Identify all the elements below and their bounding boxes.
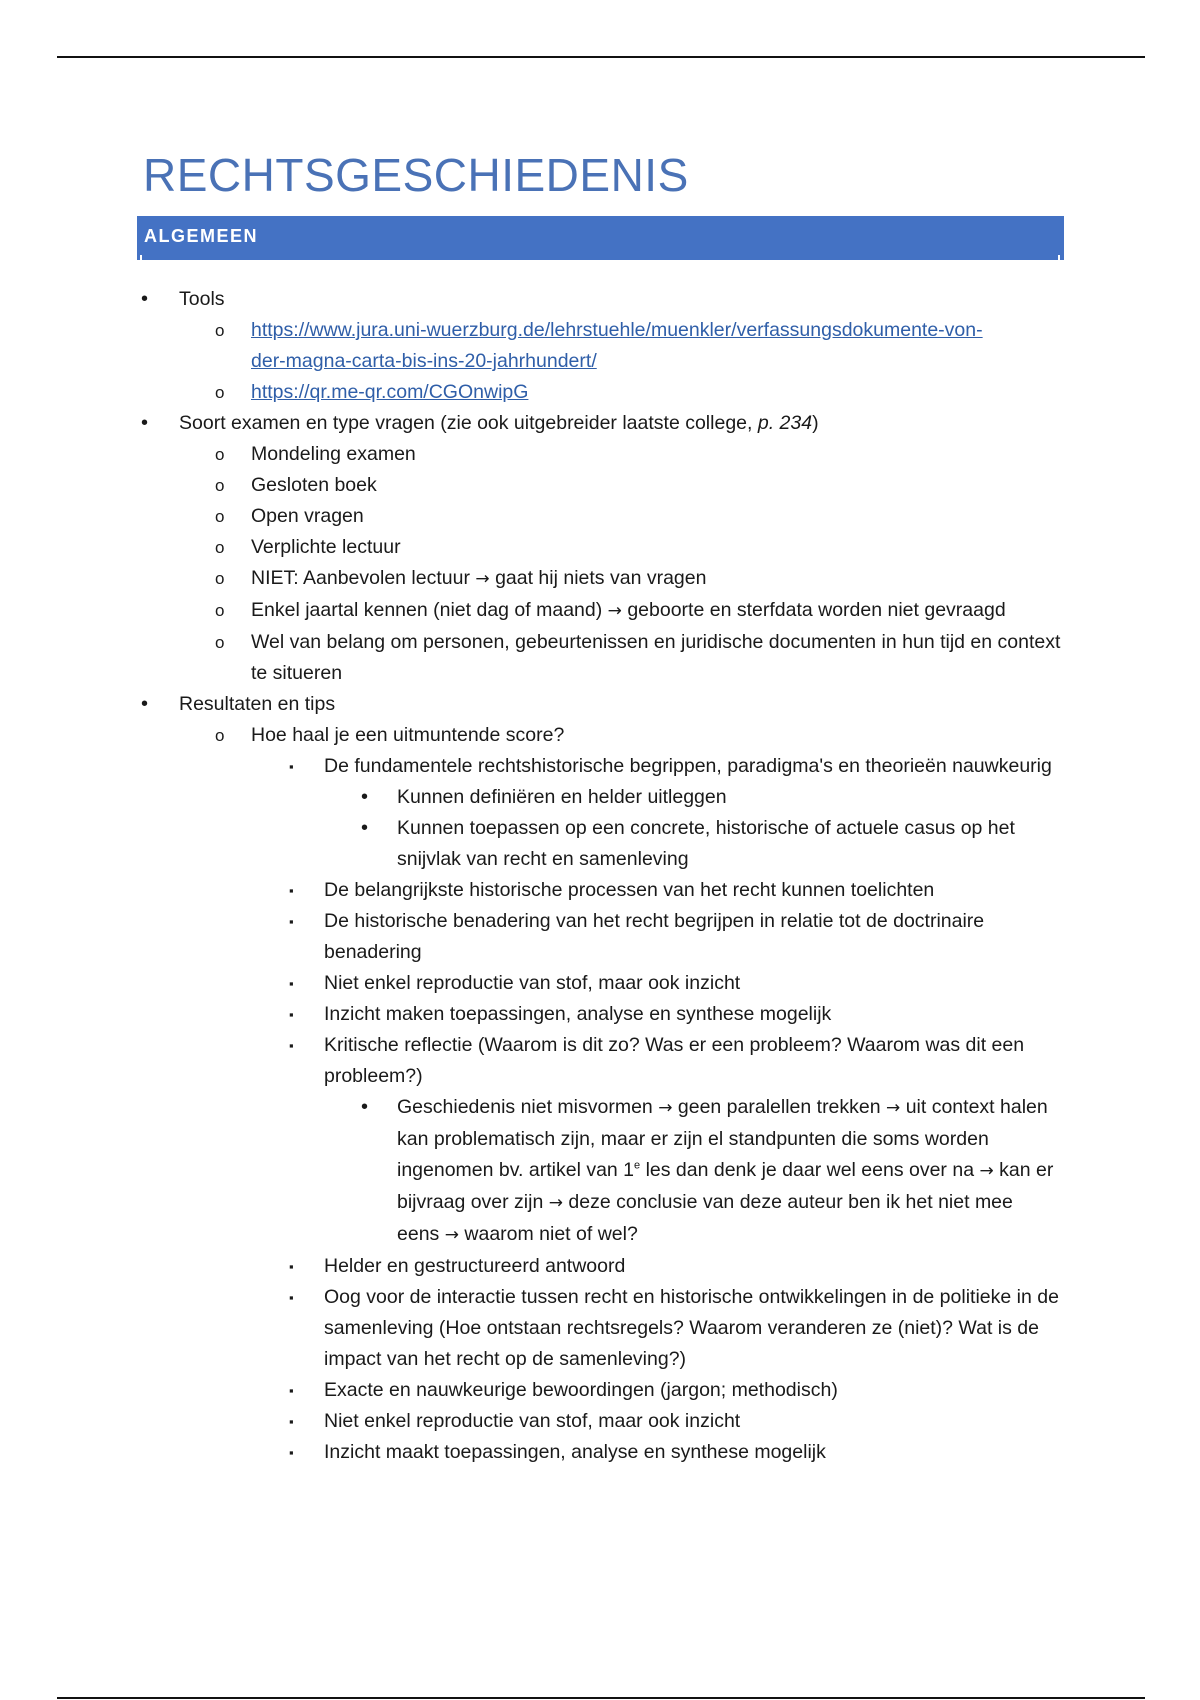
disc-bullet-icon: • <box>361 786 369 808</box>
section-heading-label: ALGEMEEN <box>144 226 259 246</box>
list-item: • Kunnen toepassen op een concrete, historische of actuele casus op het snijvlak van recht en samenleving <box>0 813 1200 875</box>
list-item: ▪ Kritische reflectie (Waarom is dit zo? Was er een probleem? Waarom was dit een probleem?) <box>0 1030 1200 1092</box>
circle-bullet-icon: o <box>215 321 225 340</box>
arrow-right-icon: → <box>658 1098 673 1118</box>
page-reference: p. 234 <box>757 412 813 434</box>
list-item: ▪ De historische benadering van het recht begrijpen in relatie tot de doctrinaire benadering <box>0 906 1200 968</box>
list-item: • Kunnen definiëren en helder uitleggen <box>0 782 1200 813</box>
list-item: ▪ Helder en gestructureerd antwoord <box>0 1251 1200 1282</box>
list-item: ▪ De belangrijkste historische processen van het recht kunnen toelichten <box>0 875 1200 906</box>
list-item: o Enkel jaartal kennen (niet dag of maand) → geboorte en sterfdata worden niet gevraagd <box>0 595 1200 627</box>
list-item: ▪ De fundamentele rechtshistorische begrippen, paradigma's en theorieën nauwkeurig <box>0 751 1200 782</box>
square-bullet-icon: ▪ <box>289 976 294 991</box>
qr-link[interactable]: https://qr.me-qr.com/CGOnwipG <box>251 381 529 403</box>
circle-bullet-icon: o <box>215 569 225 588</box>
square-bullet-icon: ▪ <box>289 1038 294 1053</box>
list-item-tools: • Tools <box>0 284 1200 315</box>
arrow-right-icon: → <box>444 1225 459 1245</box>
list-item-resultaten: • Resultaten en tips <box>0 689 1200 720</box>
square-bullet-icon: ▪ <box>289 1007 294 1022</box>
square-bullet-icon: ▪ <box>289 1259 294 1274</box>
list-item: o NIET: Aanbevolen lectuur → gaat hij niets van vragen <box>0 563 1200 595</box>
list-item: o Gesloten boek <box>0 470 1200 501</box>
list-item: o Verplichte lectuur <box>0 532 1200 563</box>
square-bullet-icon: ▪ <box>289 914 294 929</box>
arrow-right-icon: → <box>886 1098 901 1118</box>
square-bullet-icon: ▪ <box>289 883 294 898</box>
disc-bullet-icon: • <box>361 817 369 839</box>
circle-bullet-icon: o <box>215 445 225 464</box>
document-title: RECHTSGESCHIEDENIS <box>143 149 689 201</box>
document-body <box>0 284 1200 1468</box>
disc-bullet-icon: • <box>141 412 149 434</box>
circle-bullet-icon: o <box>215 601 225 620</box>
list-item: ▪ Inzicht maakt toepassingen, analyse en synthese mogelijk <box>0 1437 1200 1468</box>
list-item: ▪ Inzicht maken toepassingen, analyse en synthese mogelijk <box>0 999 1200 1030</box>
circle-bullet-icon: o <box>215 476 225 495</box>
list-item-link-qr <box>0 377 1200 408</box>
list-item-soort-examen: • Soort examen en type vragen (zie ook uitgebreider laatste college, p. 234) <box>0 408 1200 439</box>
section-heading-algemeen <box>137 216 1064 260</box>
section-bar-tick-left <box>140 255 142 260</box>
arrow-right-icon: → <box>548 1193 563 1213</box>
square-bullet-icon: ▪ <box>289 1383 294 1398</box>
arrow-right-icon: → <box>475 569 490 589</box>
disc-bullet-icon: • <box>141 693 149 715</box>
bottom-rule <box>57 1697 1145 1699</box>
list-item: ▪ Oog voor de interactie tussen recht en historische ontwikkelingen in de politieke in de samenleving (Hoe ontstaan rechtsregels? Waarom veranderen ze (niet)? Wat is de impact van het recht op de samenleving?) <box>0 1282 1200 1375</box>
square-bullet-icon: ▪ <box>289 1290 294 1305</box>
section-bar-tick-right <box>1058 255 1060 260</box>
list-item: ▪ Niet enkel reproductie van stof, maar ook inzicht <box>0 1406 1200 1437</box>
circle-bullet-icon: o <box>215 538 225 557</box>
list-item: o Hoe haal je een uitmuntende score? <box>0 720 1200 751</box>
circle-bullet-icon: o <box>215 633 225 652</box>
square-bullet-icon: ▪ <box>289 759 294 774</box>
list-item: o Wel van belang om personen, gebeurtenissen en juridische documenten in hun tijd en context te situeren <box>0 627 1200 689</box>
list-item: ▪ Exacte en nauwkeurige bewoordingen (jargon; methodisch) <box>0 1375 1200 1406</box>
list-item: o Open vragen <box>0 501 1200 532</box>
circle-bullet-icon: o <box>215 383 225 402</box>
arrow-right-icon: → <box>607 601 622 621</box>
square-bullet-icon: ▪ <box>289 1414 294 1429</box>
circle-bullet-icon: o <box>215 507 225 526</box>
top-rule <box>57 56 1145 58</box>
list-item-link-jura <box>0 315 1200 377</box>
arrow-right-icon: → <box>979 1161 994 1181</box>
disc-bullet-icon: • <box>141 288 149 310</box>
disc-bullet-icon: • <box>361 1096 369 1118</box>
list-item: o Mondeling examen <box>0 439 1200 470</box>
square-bullet-icon: ▪ <box>289 1445 294 1460</box>
list-item: • Geschiedenis niet misvormen → geen paralellen trekken → uit context halen kan problematisch zijn, maar er zijn el standpunten die soms worden ingenomen bv. artikel van 1e les dan denk je daar wel eens over na → kan er bijvraag over zijn → deze conclusie van deze auteur ben ik het niet mee eens → waarom niet of wel? <box>0 1092 1200 1251</box>
list-item: ▪ Niet enkel reproductie van stof, maar ook inzicht <box>0 968 1200 999</box>
circle-bullet-icon: o <box>215 726 225 745</box>
jura-link[interactable]: https://www.jura.uni-wuerzburg.de/lehrstuehle/muenkler/verfassungsdokumente-von- der-magna-carta-bis-ins-20-jahrhundert/ <box>251 319 983 372</box>
